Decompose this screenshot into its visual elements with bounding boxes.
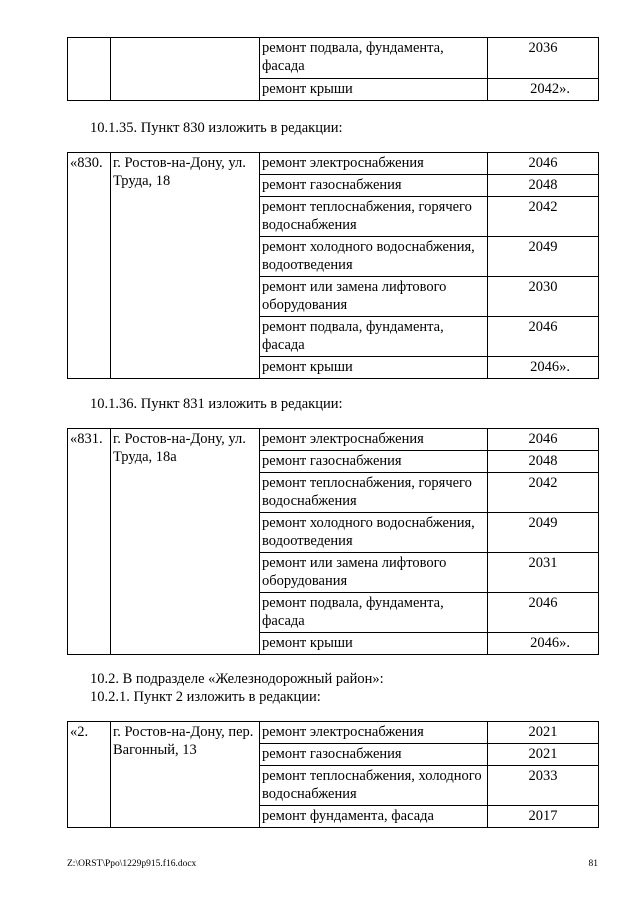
footer-page-number: 81	[588, 859, 598, 869]
table-item-831	[67, 428, 599, 655]
year-cell: 2046».	[488, 633, 599, 655]
item-address: г. Ростов-на-Дону, ул. Труда, 18	[111, 153, 260, 379]
table-row	[68, 722, 599, 744]
footer-file-path: Z:\ORST\Ppo\1229p915.f16.docx	[67, 859, 197, 869]
table-item-2	[67, 721, 599, 828]
work-cell: ремонт электроснабжения	[260, 429, 488, 451]
work-cell: ремонт подвала, фундамента, фасада	[260, 38, 488, 79]
year-cell: 2036	[488, 38, 599, 79]
table-row	[68, 429, 599, 451]
item-number: «2.	[68, 722, 111, 828]
work-cell: ремонт подвала, фундамента, фасада	[260, 317, 488, 357]
work-cell: ремонт газоснабжения	[260, 175, 488, 197]
year-cell: 2049	[488, 237, 599, 277]
work-cell: ремонт холодного водоснабжения, водоотведения	[260, 513, 488, 553]
work-cell: ремонт фундамента, фасада	[260, 806, 488, 828]
paragraph-10-1-36: 10.1.36. Пункт 831 изложить в редакции:	[90, 396, 343, 412]
work-cell: ремонт крыши	[260, 357, 488, 379]
year-cell: 2031	[488, 553, 599, 593]
paragraph-10-2: 10.2. В подразделе «Железнодорожный район»:	[90, 671, 384, 687]
work-cell: ремонт газоснабжения	[260, 744, 488, 766]
work-cell: ремонт теплоснабжения, горячего водоснабжения	[260, 473, 488, 513]
work-cell: ремонт электроснабжения	[260, 153, 488, 175]
year-cell: 2048	[488, 451, 599, 473]
year-cell: 2046».	[488, 357, 599, 379]
item-address: г. Ростов-на-Дону, пер. Вагонный, 13	[111, 722, 260, 828]
address-cell	[111, 38, 260, 101]
year-cell: 2042».	[488, 79, 599, 101]
year-cell: 2030	[488, 277, 599, 317]
number-cell	[68, 38, 111, 101]
paragraph-10-2-1: 10.2.1. Пункт 2 изложить в редакции:	[90, 689, 321, 705]
work-cell: ремонт газоснабжения	[260, 451, 488, 473]
work-cell: ремонт электроснабжения	[260, 722, 488, 744]
year-cell: 2033	[488, 766, 599, 806]
item-number: «831.	[68, 429, 111, 655]
work-cell: ремонт или замена лифтового оборудования	[260, 277, 488, 317]
item-address: г. Ростов-на-Дону, ул. Труда, 18а	[111, 429, 260, 655]
table-row	[68, 153, 599, 175]
table-row	[68, 38, 599, 79]
year-cell: 2048	[488, 175, 599, 197]
year-cell: 2046	[488, 153, 599, 175]
work-cell: ремонт или замена лифтового оборудования	[260, 553, 488, 593]
year-cell: 2049	[488, 513, 599, 553]
work-cell: ремонт теплоснабжения, холодного водоснабжения	[260, 766, 488, 806]
year-cell: 2021	[488, 722, 599, 744]
paragraph-10-1-35: 10.1.35. Пункт 830 изложить в редакции:	[90, 120, 343, 136]
year-cell: 2021	[488, 744, 599, 766]
work-cell: ремонт холодного водоснабжения, водоотведения	[260, 237, 488, 277]
table-continuation	[67, 37, 599, 101]
work-cell: ремонт подвала, фундамента, фасада	[260, 593, 488, 633]
year-cell: 2046	[488, 429, 599, 451]
year-cell: 2017	[488, 806, 599, 828]
work-cell: ремонт теплоснабжения, горячего водоснабжения	[260, 197, 488, 237]
table-item-830	[67, 152, 599, 379]
year-cell: 2046	[488, 317, 599, 357]
year-cell: 2042	[488, 197, 599, 237]
year-cell: 2046	[488, 593, 599, 633]
work-cell: ремонт крыши	[260, 79, 488, 101]
work-cell: ремонт крыши	[260, 633, 488, 655]
item-number: «830.	[68, 153, 111, 379]
year-cell: 2042	[488, 473, 599, 513]
